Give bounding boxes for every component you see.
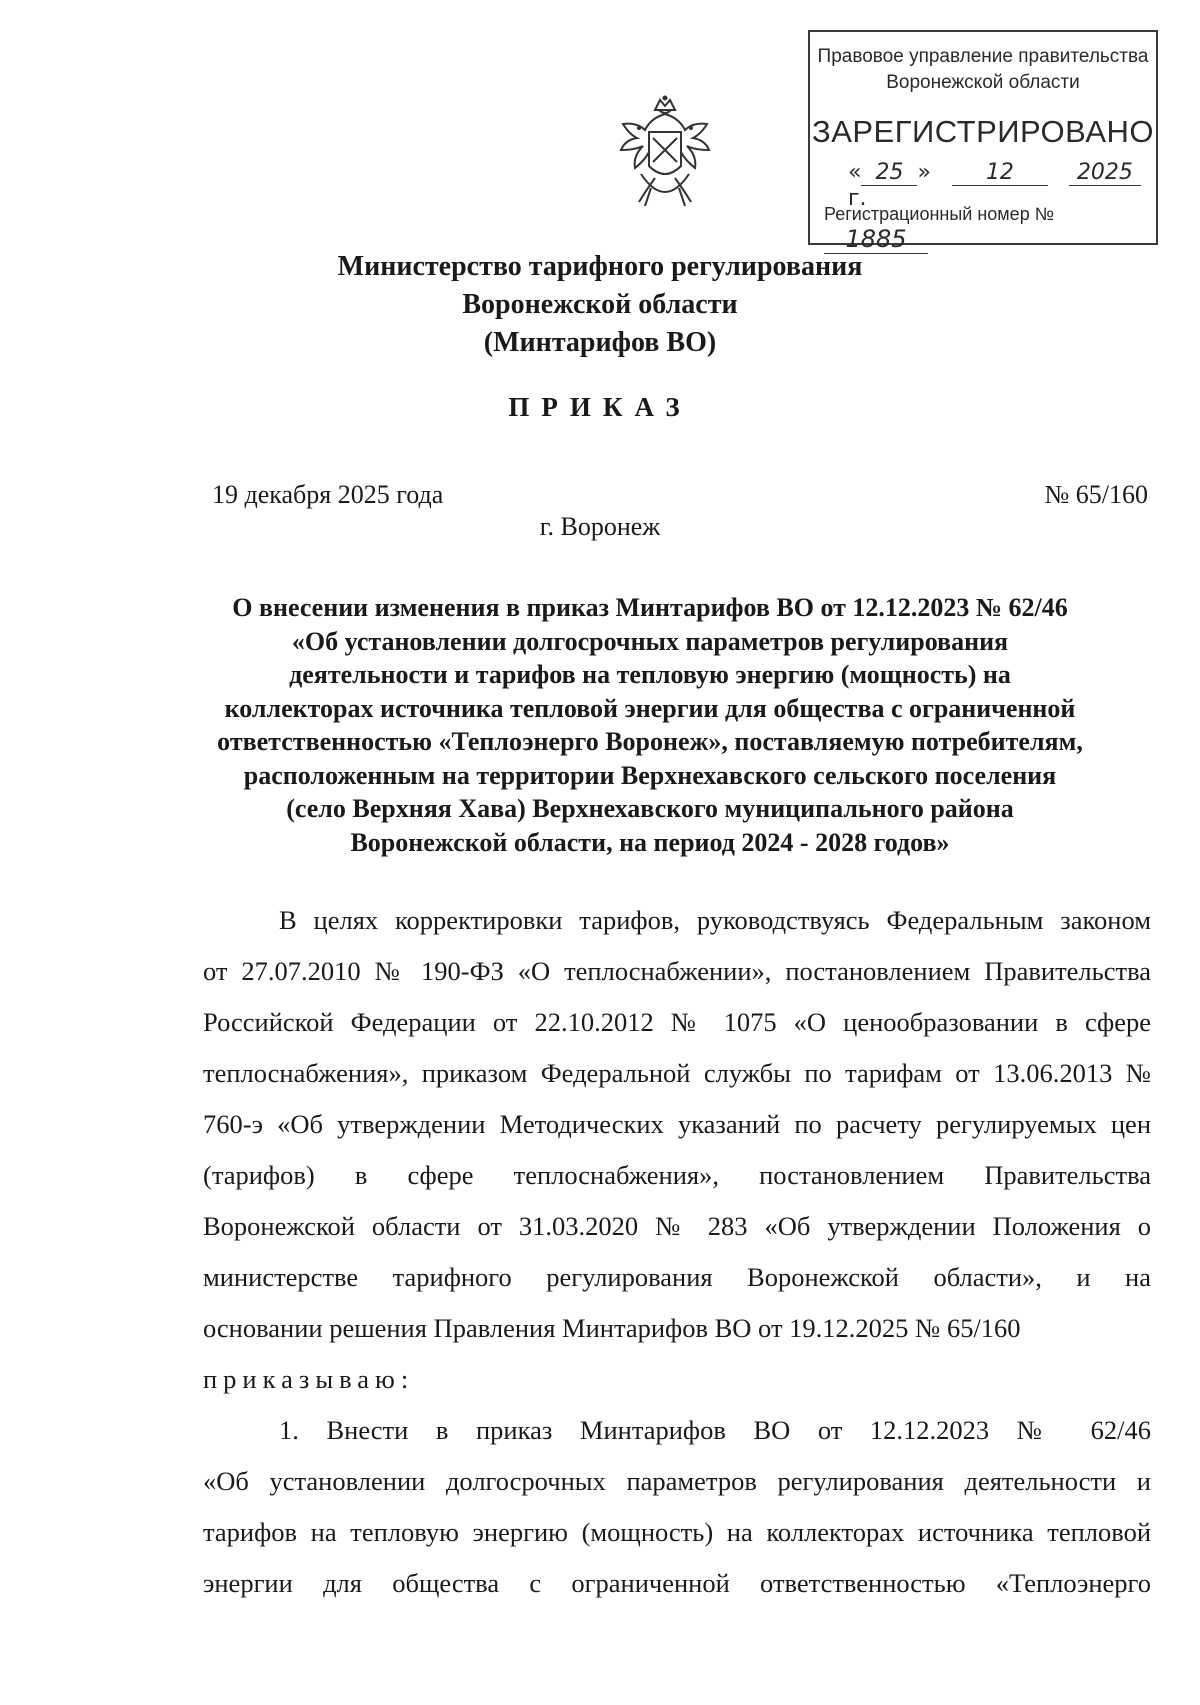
coat-of-arms-icon xyxy=(615,92,715,212)
title-line: коллекторах источника тепловой энергии для общества с ограниченной xyxy=(224,693,1076,723)
body-line-prikazyvayu: приказываю: xyxy=(203,1364,415,1394)
body-line: В целях корректировки тарифов, руководствуясь Федеральным законом xyxy=(279,905,1151,935)
stamp-org-line2: Воронежской области xyxy=(886,72,1080,93)
body-line: основании решения Правления Минтарифов ВО от 19.12.2025 № 65/160 xyxy=(203,1313,1021,1343)
stamp-year: 2025 xyxy=(1069,160,1141,186)
stamp-year-suffix: г. xyxy=(848,186,867,211)
title-line: «Об установлении долгосрочных параметров регулирования xyxy=(291,626,1009,656)
document-type: ПРИКАЗ xyxy=(508,392,692,422)
body-line-item-1: 1. Внести в приказ Минтарифов ВО от 12.12.2023 № 62/46 xyxy=(279,1415,1151,1445)
ministry-header xyxy=(0,248,1200,362)
title-line: расположенным на территории Верхнехавского сельского поселения xyxy=(243,760,1057,790)
ministry-abbreviation: (Минтарифов ВО) xyxy=(483,327,717,358)
body-line: энергии для общества с ограниченной ответственностью «Теплоэнерго xyxy=(203,1568,1151,1598)
body-line: от 27.07.2010 № 190-ФЗ «О теплоснабжении», постановлением Правительства xyxy=(203,956,1151,986)
title-line: ответственностью «Теплоэнерго Воронеж», поставляемую потребителям, xyxy=(217,727,1083,756)
body-line: 760-э «Об утверждении Методических указаний по расчету регулируемых цен xyxy=(203,1109,1151,1139)
document-body xyxy=(203,895,1151,1609)
stamp-reg-number: 1885 xyxy=(824,225,928,254)
title-line: (село Верхняя Хава) Верхнехавского муниципального района xyxy=(286,794,1014,823)
stamp-reg-number-row xyxy=(824,204,1156,254)
stamp-date: « 25 » 12 2025г. xyxy=(848,160,1156,211)
document-city: г. Воронеж xyxy=(539,512,661,541)
body-line: Российской Федерации от 22.10.2012 № 1075 «О ценообразовании в сфере xyxy=(203,1007,1151,1037)
body-line: «Об установлении долгосрочных параметров регулирования деятельности и xyxy=(203,1466,1151,1496)
body-line: (тарифов) в сфере теплоснабжения», постановлением Правительства xyxy=(203,1160,1151,1190)
title-line: деятельности и тарифов на тепловую энергию (мощность) на xyxy=(289,660,1011,689)
title-line: О внесении изменения в приказ Минтарифов ВО от 12.12.2023 № 62/46 xyxy=(232,593,1068,622)
body-line: Воронежской области от 31.03.2020 № 283 «Об утверждении Положения о xyxy=(203,1211,1151,1241)
ministry-name-line2: Воронежской области xyxy=(462,289,738,320)
document-number: № 65/160 xyxy=(1044,480,1148,509)
stamp-registered-label: ЗАРЕГИСТРИРОВАНО xyxy=(811,114,1154,149)
registration-stamp xyxy=(808,30,1158,253)
body-line: министерстве тарифного регулирования Воронежской области», и на xyxy=(203,1262,1151,1292)
body-line: теплоснабжения», приказом Федеральной службы по тарифам от 13.06.2013 № xyxy=(203,1058,1151,1088)
body-line: тарифов на тепловую энергию (мощность) на коллекторах источника тепловой xyxy=(203,1517,1151,1547)
title-line: Воронежской области, на период 2024 - 2028 годов» xyxy=(350,827,950,857)
stamp-reg-label: Регистрационный номер № xyxy=(824,204,1055,224)
stamp-org-line1: Правовое управление правительства xyxy=(817,46,1149,67)
document-title xyxy=(150,591,1150,859)
stamp-month: 12 xyxy=(952,160,1048,186)
stamp-day: 25 xyxy=(861,160,917,186)
document-date: 19 декабря 2025 года xyxy=(212,480,444,509)
ministry-name-line1: Министерство тарифного регулирования xyxy=(337,251,863,282)
